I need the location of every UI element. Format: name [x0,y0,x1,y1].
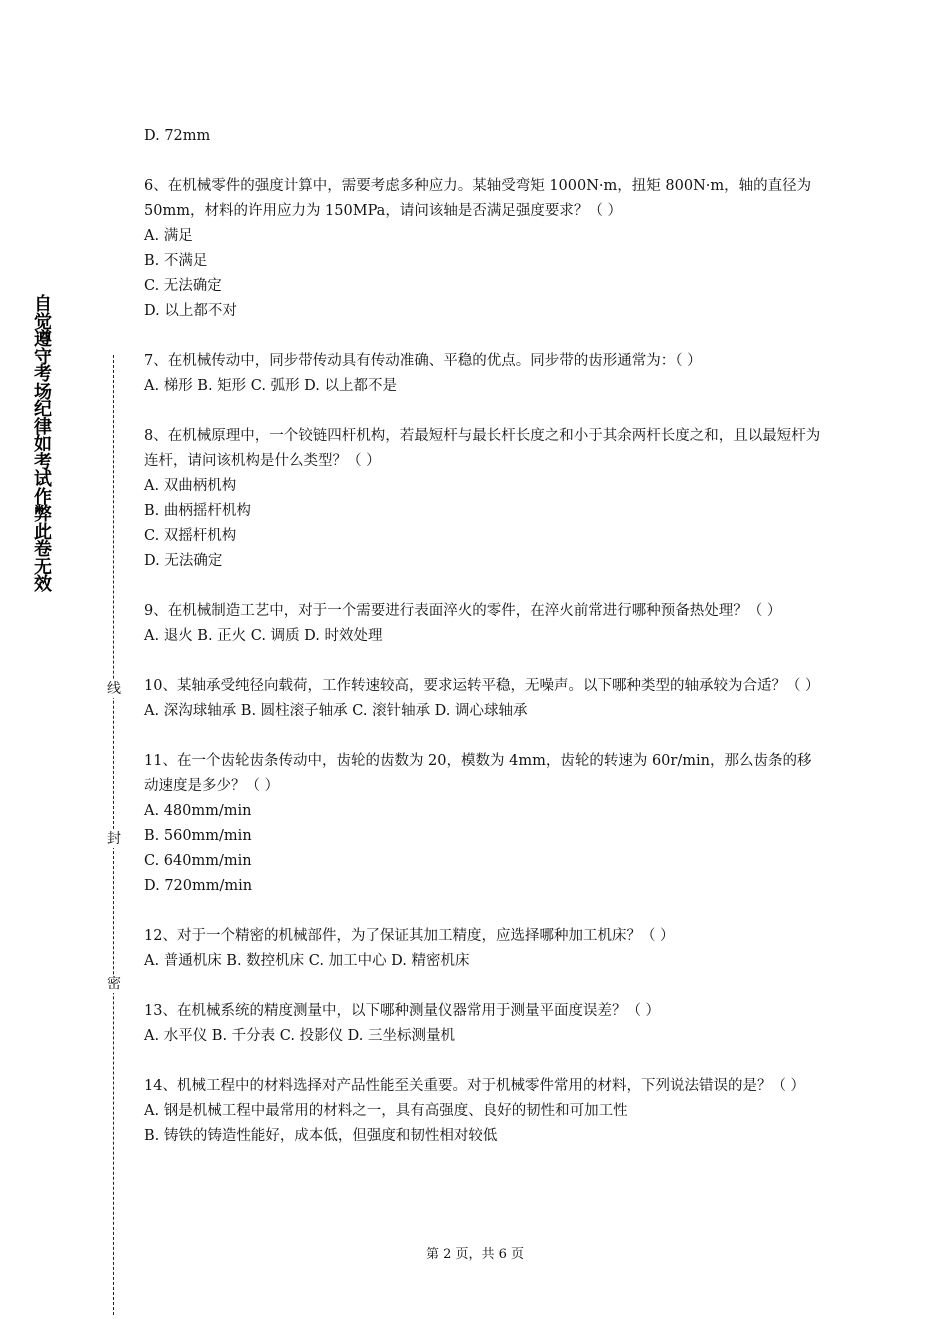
question-stem: 9、在机械制造工艺中，对于一个需要进行表面淬火的零件，在淬火前常进行哪种预备热处理？（ ） [144,603,782,619]
question-8 [144,424,824,574]
question-stem: 12、对于一个精密的机械部件，为了保证其加工精度，应选择哪种加工机床？（ ） [144,928,675,944]
question-stem: 11、在一个齿轮齿条传动中，齿轮的齿数为 20，模数为 4mm，齿轮的转速为 60r/min，那么齿条的移动速度是多少？（ ） [144,753,812,794]
question-7 [144,349,824,399]
option: A. 480mm/min [144,803,252,819]
binding-mark-line: 线 [107,681,121,697]
question-13 [144,999,824,1049]
question-stem: 7、在机械传动中，同步带传动具有传动准确、平稳的优点。同步带的齿形通常为：（ ） [144,353,702,369]
question-14 [144,1074,824,1149]
question-12 [144,924,824,974]
option: D. 720mm/min [144,878,253,894]
binding-mark-secret: 密 [107,976,121,992]
binding-mark-seal: 封 [107,831,121,847]
question-stem: 6、在机械零件的强度计算中，需要考虑多种应力。某轴受弯矩 1000N·m，扭矩 800N·m，轴的直径为 50mm，材料的许用应力为 150MPa，请问该轴是否满足强度要求？（ ） [144,178,812,219]
option: B. 铸铁的铸造性能好，成本低，但强度和韧性相对较低 [144,1128,498,1144]
question-stem: 10、某轴承受纯径向载荷，工作转速较高，要求运转平稳，无噪声。以下哪种类型的轴承较为合适？（ ） [144,678,820,694]
option: B. 不满足 [144,253,208,269]
question-stem: 13、在机械系统的精度测量中，以下哪种测量仪器常用于测量平面度误差？（ ） [144,1003,661,1019]
question-stem: 14、机械工程中的材料选择对产品性能至关重要。对于机械零件常用的材料，下列说法错误的是？（ ） [144,1078,806,1094]
question-stem: 8、在机械原理中，一个铰链四杆机构，若最短杆与最长杆长度之和小于其余两杆长度之和，且以最短杆为连杆，请问该机构是什么类型？（ ） [144,428,821,469]
option: D. 无法确定 [144,553,223,569]
page-number: 第 2 页，共 6 页 [425,1247,525,1262]
option: C. 双摇杆机构 [144,528,237,544]
option: B. 560mm/min [144,828,252,844]
option: A. 退火 B. 正火 C. 调质 D. 时效处理 [144,628,383,644]
option: B. 曲柄摇杆机构 [144,503,251,519]
option: A. 水平仪 B. 千分表 C. 投影仪 D. 三坐标测量机 [144,1028,456,1044]
option: A. 深沟球轴承 B. 圆柱滚子轴承 C. 滚针轴承 D. 调心球轴承 [144,703,528,719]
question-11 [144,749,824,899]
question-10 [144,674,824,724]
exam-discipline-warning: 自觉遵守考场纪律如考试作弊此卷无效 [34,294,52,595]
option: A. 梯形 B. 矩形 C. 弧形 D. 以上都不是 [144,378,398,394]
option: A. 普通机床 B. 数控机床 C. 加工中心 D. 精密机床 [144,953,470,969]
option: C. 无法确定 [144,278,222,294]
option: D. 以上都不对 [144,303,237,319]
option: A. 钢是机械工程中最常用的材料之一，具有高强度、良好的韧性和可加工性 [144,1103,628,1119]
option: C. 640mm/min [144,853,252,869]
question-list [144,124,824,1149]
question-6 [144,174,824,324]
question-9 [144,599,824,649]
option: A. 双曲柄机构 [144,478,237,494]
option: A. 满足 [144,228,193,244]
leading-option: D. 72mm [144,128,211,144]
